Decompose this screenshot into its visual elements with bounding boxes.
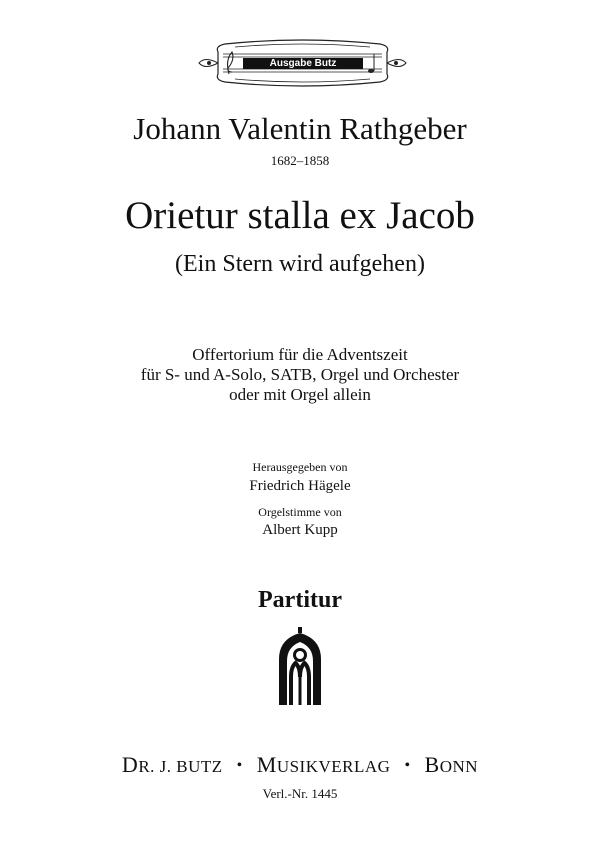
publisher-city: BONN [424,752,479,777]
publisher-line [0,752,600,780]
publisher-name: DR. J. BUTZ [121,752,223,777]
separator-dot: • [404,757,411,774]
editor-label: Herausgegeben von [252,460,348,474]
description-line: oder mit Orgel allein [229,385,371,404]
catalog-number: Verl.-Nr. 1445 [262,786,338,801]
ornament-badge-icon [195,38,410,88]
badge-label: Ausgabe Butz [269,58,337,69]
editor-name: Friedrich Hägele [249,478,351,494]
work-title: Orietur stalla ex Jacob [125,194,475,237]
description-line: für S- und A-Solo, SATB, Orgel und Orchester [140,365,460,384]
organ-name: Albert Kupp [262,522,338,538]
gothic-arch-logo-icon [275,627,325,705]
edition-type: Partitur [258,587,342,613]
composer-dates: 1682–1858 [270,153,330,168]
separator-dot: • [236,757,243,774]
organ-label: Orgelstimme von [258,505,342,519]
composer-name: Johann Valentin Rathgeber [133,111,467,146]
work-subtitle: (Ein Stern wird aufgehen) [175,251,425,277]
publisher-type: MUSIKVERLAG [256,752,391,777]
work-description [0,345,600,405]
description-line: Offertorium für die Adventszeit [192,345,408,364]
